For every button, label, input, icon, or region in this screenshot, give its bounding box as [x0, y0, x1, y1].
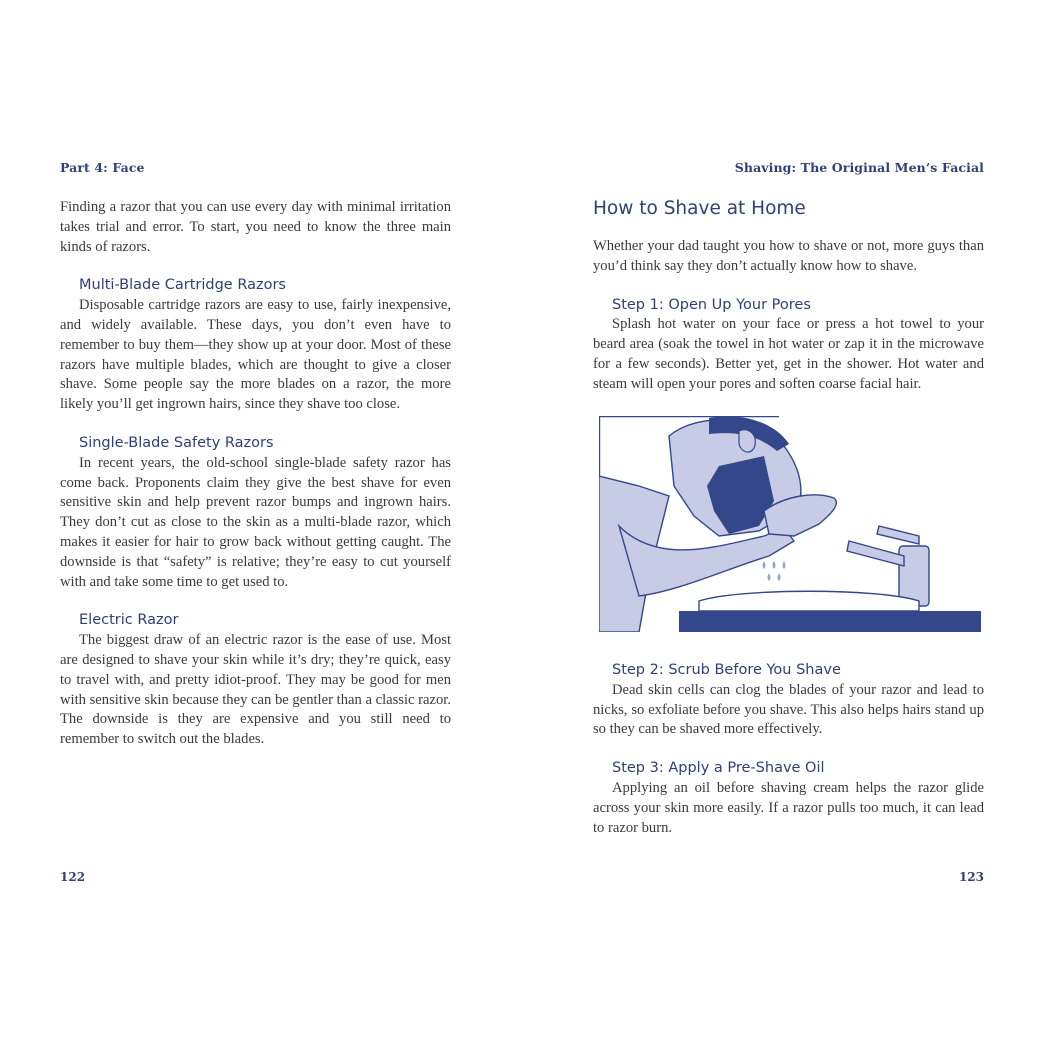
- face-washing-illustration: [599, 416, 981, 632]
- right-page-body-top: [593, 237, 984, 395]
- running-head-left: Part 4: Face: [60, 160, 145, 175]
- section-title: How to Shave at Home: [593, 198, 806, 219]
- section-heading-electric: Electric Razor: [79, 612, 179, 629]
- section-body-single-blade: In recent years, the old-school single-blade safety razor has come back. Proponents claim they give the best shave for even sensitive skin and help prevent razor bumps and ingrown hairs. They don’t cut as close to the skin as a multi-blade razor, which makes it easier for hair to grow back without getting caught. The downside is that “safety” is relative; they’re easy to cut yourself with and take some time to get used to.: [60, 454, 451, 590]
- step1-body: Splash hot water on your face or press a hot towel to your beard area (soak the towel in hot water or zap it in the microwave for a few seconds). Better yet, get in the shower. Hot water and steam will open your pores and soften coarse facial hair.: [593, 316, 984, 392]
- right-page: [593, 0, 984, 1043]
- left-page: [60, 0, 451, 1043]
- section-heading-multi-blade: Multi-Blade Cartridge Razors: [79, 277, 286, 294]
- step1-heading: Step 1: Open Up Your Pores: [612, 296, 811, 313]
- counter-shape: [679, 611, 981, 632]
- section-body-multi-blade: Disposable cartridge razors are easy to use, fairly inexpensive, and widely available. These days, you don’t even have to remember to buy them—they show up at your door. Most of these razors have multiple blades, which are thought to give a closer shave. Some people say the more blades on a razor, the more likely you’ll get ingrown hairs, since they shave too close.: [60, 297, 451, 413]
- intro-paragraph-right: Whether your dad taught you how to shave or not, more guys than you’d think say they don’t actually know how to shave.: [593, 238, 984, 274]
- step3-heading: Step 3: Apply a Pre-Shave Oil: [612, 760, 825, 777]
- step2-body: Dead skin cells can clog the blades of your razor and lead to nicks, so exfoliate before you shave. This also helps hairs stand up so they can be shaved more effectively.: [593, 681, 984, 738]
- right-page-body-bottom: [593, 642, 984, 838]
- section-heading-single-blade: Single-Blade Safety Razors: [79, 434, 274, 451]
- section-body-electric: The biggest draw of an electric razor is the ease of use. Most are designed to shave your skin while it’s dry; they’re quick, easy to travel with, and pretty idiot-proof. They may be good for men with sensitive skin because they can be gentler than a classic razor. The downside is they are expensive and you still need to remember to switch out the blades.: [60, 632, 451, 748]
- intro-paragraph: Finding a razor that you can use every day with minimal irritation takes trial and error. To start, you need to know the three main kinds of razors.: [60, 199, 451, 255]
- page-number-right: 123: [958, 870, 984, 884]
- running-head-right: Shaving: The Original Men’s Facial: [734, 160, 984, 175]
- step2-heading: Step 2: Scrub Before You Shave: [612, 662, 841, 678]
- left-page-body: [60, 198, 451, 750]
- sink-shape: [699, 591, 919, 611]
- step3-body: Applying an oil before shaving cream helps the razor glide across your skin more easily. If a razor pulls too much, it can lead to razor burn.: [593, 779, 984, 836]
- page-number-left: 122: [60, 870, 86, 884]
